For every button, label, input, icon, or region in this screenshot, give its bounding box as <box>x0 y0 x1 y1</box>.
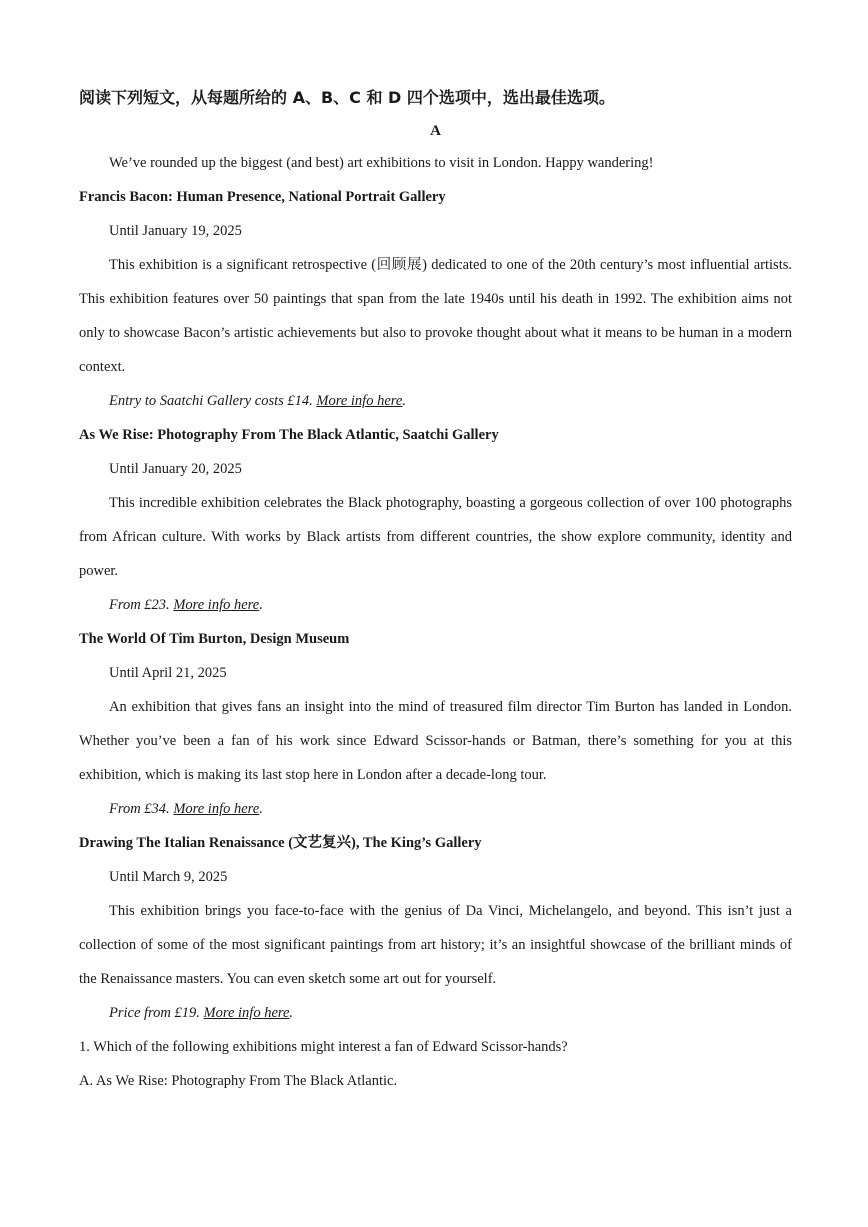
more-info-link[interactable]: More info here <box>173 801 260 817</box>
price-end: . <box>259 801 263 817</box>
price-end: . <box>402 393 406 409</box>
exhibition-date: Until January 19, 2025 <box>109 223 242 239</box>
exhibition-date: Until March 9, 2025 <box>109 869 228 885</box>
price-text: From £34. <box>109 801 174 817</box>
price-text: From £23. <box>109 597 174 613</box>
intro-paragraph: We’ve rounded up the biggest (and best) art exhibitions to visit in London. Happy wandering! <box>109 155 654 171</box>
exhibition-description: This exhibition is a significant retrospective (回顾展) dedicated to one of the 20th century’s most influential artists. This exhibition features over 50 paintings that span from the late 1940s until his death in 1992. The exhibition aims not only to showcase Bacon’s artistic achievements but also to provoke thought about what it means to be human in a modern context. <box>79 257 792 375</box>
exhibition-title: Drawing The Italian Renaissance (文艺复兴), The King’s Gallery <box>79 835 482 851</box>
price-text: Price from £19. <box>109 1005 204 1021</box>
exhibition-title: The World Of Tim Burton, Design Museum <box>79 631 350 647</box>
price-text: Entry to Saatchi Gallery costs £14. <box>109 393 317 409</box>
exhibition-description: This exhibition brings you face-to-face with the genius of Da Vinci, Michelangelo, and beyond. This isn’t just a collection of some of the most significant paintings from art history; it’s an insightful showcase of the brilliant minds of the Renaissance masters. You can even sketch some art out for yourself. <box>79 903 792 987</box>
exhibition-title: As We Rise: Photography From The Black Atlantic, Saatchi Gallery <box>79 427 499 443</box>
more-info-link[interactable]: More info here <box>173 597 260 613</box>
exhibition-description: An exhibition that gives fans an insight into the mind of treasured film director Tim Burton has landed in London. Whether you’ve been a fan of his work since Edward Scissor-hands or Batman, there’s something for you at this exhibition, which is making its last stop here in London after a decade-long tour. <box>79 699 792 783</box>
question-1: 1. Which of the following exhibitions might interest a fan of Edward Scissor-hands? <box>79 1039 568 1055</box>
price-end: . <box>289 1005 294 1021</box>
instruction: 阅读下列短文，从每题所给的 A、B、C 和 D 四个选项中，选出最佳选项。 <box>79 88 615 107</box>
more-info-link[interactable]: More info here <box>203 1005 290 1021</box>
exhibition-price <box>79 384 792 418</box>
exhibition-francis-bacon <box>79 180 792 418</box>
exhibition-date: Until April 21, 2025 <box>109 665 227 681</box>
exhibition-price <box>79 588 792 622</box>
document-page <box>79 84 792 1098</box>
exhibition-date: Until January 20, 2025 <box>109 461 242 477</box>
price-end: . <box>259 597 263 613</box>
exhibition-price <box>79 996 792 1030</box>
exhibition-as-we-rise <box>79 418 792 622</box>
more-info-link[interactable]: More info here <box>316 393 403 409</box>
exhibition-price <box>79 792 792 826</box>
exhibition-description: This incredible exhibition celebrates the Black photography, boasting a gorgeous collection of over 100 photographs from African culture. With works by Black artists from different countries, the show explore community, identity and power. <box>79 495 792 579</box>
section-letter: A <box>430 123 441 139</box>
exhibition-tim-burton <box>79 622 792 826</box>
exhibition-italian-renaissance <box>79 826 792 1030</box>
option-a: A. As We Rise: Photography From The Black Atlantic. <box>79 1073 398 1089</box>
exhibition-title: Francis Bacon: Human Presence, National Portrait Gallery <box>79 189 446 205</box>
